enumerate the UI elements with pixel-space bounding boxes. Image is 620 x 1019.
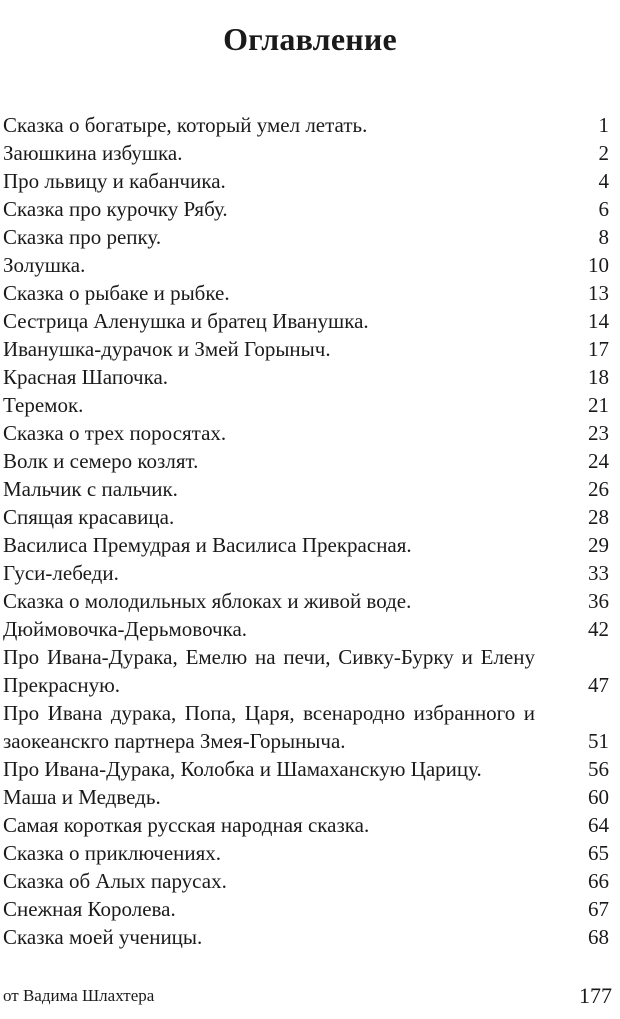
toc-entry[interactable]: [3, 699, 615, 755]
table-of-contents: [3, 111, 615, 951]
toc-entry-title: Сказка об Алых парусах.: [3, 869, 227, 893]
toc-entry-title: Волк и семеро козлят.: [3, 449, 199, 473]
toc-entry-title: Сказка про репку.: [3, 225, 162, 249]
toc-entry-page: 1: [598, 113, 609, 137]
toc-entry-title: Теремок.: [3, 393, 84, 417]
toc-entry-page: 51: [588, 729, 609, 753]
toc-entry-page: 24: [588, 449, 609, 473]
toc-entry-title: Сестрица Аленушка и братец Иванушка.: [3, 309, 369, 333]
toc-entry[interactable]: [3, 447, 615, 475]
toc-entry[interactable]: [3, 643, 615, 699]
toc-entry-title: Гуси-лебеди.: [3, 561, 119, 585]
toc-entry-title: Маша и Медведь.: [3, 785, 161, 809]
toc-entry-page: 13: [588, 281, 609, 305]
toc-entry[interactable]: [3, 195, 615, 223]
toc-entry[interactable]: [3, 335, 615, 363]
toc-entry[interactable]: [3, 363, 615, 391]
toc-entry[interactable]: [3, 811, 615, 839]
toc-entry-page: 28: [588, 505, 609, 529]
page-title: Оглавление: [223, 21, 397, 58]
toc-entry-page: 6: [598, 197, 609, 221]
toc-entry[interactable]: [3, 839, 615, 867]
toc-entry-title: Красная Шапочка.: [3, 365, 169, 389]
toc-entry-page: 60: [588, 785, 609, 809]
toc-entry[interactable]: [3, 307, 615, 335]
toc-entry-page: 42: [588, 617, 609, 641]
toc-entry-title: Сказка про курочку Рябу.: [3, 197, 228, 221]
toc-entry-title: Иванушка-дурачок и Змей Горыныч.: [3, 337, 331, 361]
toc-entry-page: 56: [588, 757, 609, 781]
toc-entry-page: 36: [588, 589, 609, 613]
toc-entry-title: Самая короткая русская народная сказка.: [3, 813, 370, 837]
toc-entry-page: 26: [588, 477, 609, 501]
toc-entry[interactable]: [3, 167, 615, 195]
footer-author: от Вадима Шлахтера: [3, 986, 155, 1005]
toc-entry-page: 10: [588, 253, 609, 277]
toc-entry[interactable]: [3, 139, 615, 167]
toc-entry-page: 65: [588, 841, 609, 865]
toc-entry[interactable]: [3, 587, 615, 615]
toc-entry-page: 17: [588, 337, 609, 361]
toc-entry-title: Сказка о молодильных яблоках и живой воде.: [3, 589, 412, 613]
toc-entry-page: 23: [588, 421, 609, 445]
toc-entry-page: 8: [598, 225, 609, 249]
toc-entry-title: Снежная Королева.: [3, 897, 176, 921]
toc-entry-title: Сказка моей ученицы.: [3, 925, 203, 949]
toc-entry[interactable]: [3, 475, 615, 503]
toc-entry[interactable]: [3, 923, 615, 951]
toc-entry-page: 2: [598, 141, 609, 165]
toc-entry-title: Спящая красавица.: [3, 505, 175, 529]
toc-entry-title: Сказка о трех поросятах.: [3, 421, 227, 445]
toc-entry[interactable]: [3, 531, 615, 559]
toc-entry[interactable]: [3, 251, 615, 279]
toc-entry-page: 66: [588, 869, 609, 893]
toc-entry-title: Дюймовочка-Дерьмовочка.: [3, 617, 248, 641]
toc-entry-title: Сказка о рыбаке и рыбке.: [3, 281, 230, 305]
toc-entry[interactable]: [3, 895, 615, 923]
toc-entry[interactable]: [3, 419, 615, 447]
toc-entry-title: Заюшкина избушка.: [3, 141, 183, 165]
toc-entry-title: Про Ивана дурака, Попа, Царя, всенародно избранного и заокеанскго партнера Змея-Горыныча.: [3, 701, 535, 753]
toc-entry-title: Сказка о богатыре, который умел летать.: [3, 113, 368, 137]
toc-entry-title: Про Ивана-Дурака, Емелю на печи, Сивку-Бурку и Елену Прекрасную.: [3, 645, 535, 697]
page-number: 177: [579, 983, 612, 1008]
toc-entry-title: Золушка.: [3, 253, 86, 277]
toc-entry-title: Мальчик с пальчик.: [3, 477, 178, 501]
toc-entry-page: 21: [588, 393, 609, 417]
toc-entry-page: 29: [588, 533, 609, 557]
toc-entry-title: Василиса Премудрая и Василиса Прекрасная.: [3, 533, 412, 557]
toc-entry[interactable]: [3, 559, 615, 587]
toc-entry[interactable]: [3, 783, 615, 811]
toc-entry-title: Про Ивана-Дурака, Колобка и Шамаханскую Царицу.: [3, 757, 482, 781]
toc-entry[interactable]: [3, 615, 615, 643]
toc-entry-page: 33: [588, 561, 609, 585]
toc-entry-page: 68: [588, 925, 609, 949]
toc-entry-page: 14: [588, 309, 609, 333]
toc-entry[interactable]: [3, 503, 615, 531]
toc-entry-title: Про львицу и кабанчика.: [3, 169, 226, 193]
toc-entry[interactable]: [3, 391, 615, 419]
toc-entry[interactable]: [3, 111, 615, 139]
toc-entry-page: 4: [598, 169, 609, 193]
toc-entry[interactable]: [3, 279, 615, 307]
toc-entry-page: 64: [588, 813, 609, 837]
toc-entry-page: 47: [588, 673, 609, 697]
toc-entry[interactable]: [3, 867, 615, 895]
toc-entry-page: 18: [588, 365, 609, 389]
toc-entry-title: Сказка о приключениях.: [3, 841, 222, 865]
toc-entry[interactable]: [3, 755, 615, 783]
toc-entry-page: 67: [588, 897, 609, 921]
toc-entry[interactable]: [3, 223, 615, 251]
